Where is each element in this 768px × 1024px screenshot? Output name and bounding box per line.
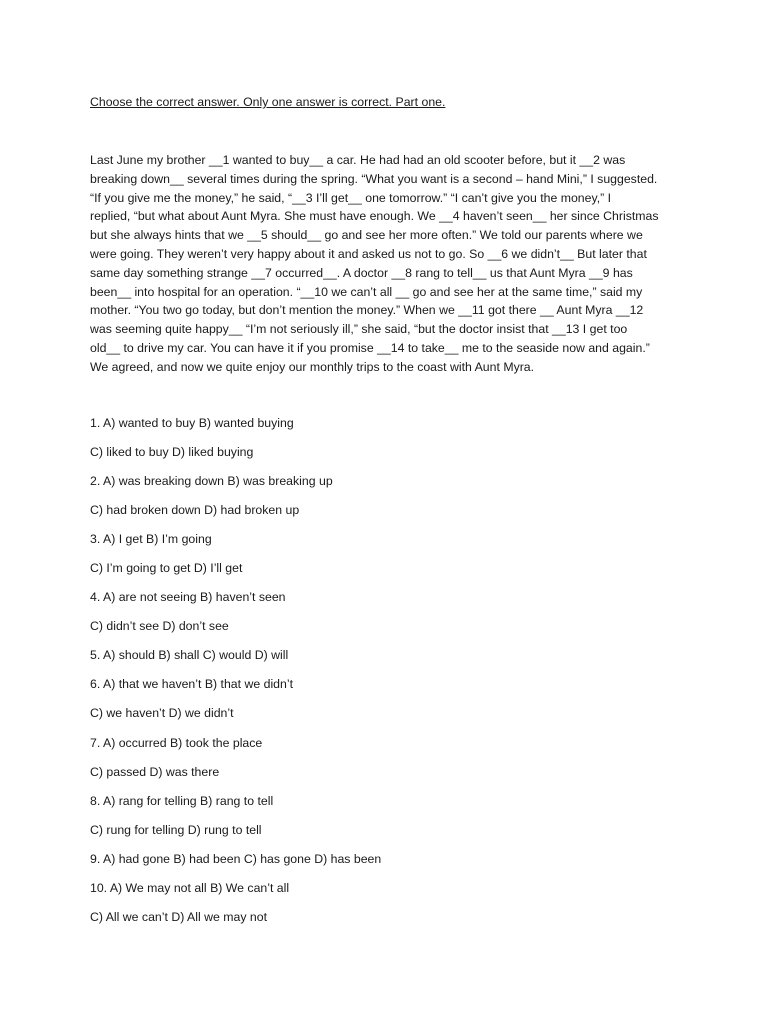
option-line: 9. A) had gone B) had been C) has gone D) has been xyxy=(90,851,382,866)
passage-line: We agreed, and now we quite enjoy our monthly trips to the coast with Aunt Myra. xyxy=(90,359,535,374)
option-line: 3. A) I get B) I’m going xyxy=(90,532,212,547)
passage-line: but she always hints that we __5 should__ go and see her more often.” We told our parents where we xyxy=(90,228,643,243)
passage-line: Last June my brother __1 wanted to buy__ a car. He had had an old scooter before, but it __2 was xyxy=(90,153,626,167)
passage-line: “If you give me the money,” he said, “__3 I’ll get__ one tomorrow.” “I can’t give you the money,” I xyxy=(90,190,612,205)
option-line: C) didn’t see D) don’t see xyxy=(90,619,229,634)
document-heading: Choose the correct answer. Only one answer is correct. Part one. xyxy=(90,95,446,109)
option-line: C) rung for telling D) rung to tell xyxy=(90,822,262,837)
option-line: C) liked to buy D) liked buying xyxy=(90,445,254,460)
option-line: C) we haven’t D) we didn’t xyxy=(90,706,234,721)
passage-line: breaking down__ several times during the spring. “What you want is a second – hand Mini,” I suggested. xyxy=(90,171,658,186)
option-line: 8. A) rang for telling B) rang to tell xyxy=(90,793,274,808)
passage-text xyxy=(90,151,690,377)
passage-line: were going. They weren’t very happy about it and asked us not to go. So __6 we didn’t__ But later that xyxy=(90,246,647,261)
passage-line: mother. “You two go today, but don’t mention the money.” When we __11 got there __ Aunt Myra __12 xyxy=(90,303,644,318)
passage-line: replied, “but what about Aunt Myra. She must have enough. We __4 haven’t seen__ her since Christmas xyxy=(90,209,659,224)
option-line: C) had broken down D) had broken up xyxy=(90,503,300,518)
option-line: C) All we can’t D) All we may not xyxy=(90,909,267,924)
passage-line: was seeming quite happy__ “I’m not seriously ill,” she said, “but the doctor insist that __13 I get too xyxy=(90,322,628,337)
option-line: 5. A) should B) shall C) would D) will xyxy=(90,648,289,663)
option-line: C) I’m going to get D) I’ll get xyxy=(90,561,243,576)
option-line: 1. A) wanted to buy B) wanted buying xyxy=(90,416,294,430)
option-line: 10. A) We may not all B) We can’t all xyxy=(90,880,290,895)
passage-line: old__ to drive my car. You can have it if you promise __14 to take__ me to the seaside now and again.” xyxy=(90,340,650,355)
option-line: 6. A) that we haven’t B) that we didn’t xyxy=(90,677,294,692)
option-line: C) passed D) was there xyxy=(90,764,220,779)
option-line: 4. A) are not seeing B) haven’t seen xyxy=(90,590,286,605)
answer-options-list xyxy=(90,415,690,938)
option-line: 2. A) was breaking down B) was breaking up xyxy=(90,474,333,489)
passage-line: same day something strange __7 occurred__. A doctor __8 rang to tell__ us that Aunt Myra __9 has xyxy=(90,265,633,280)
passage-line: been__ into hospital for an operation. “__10 we can’t all __ go and see her at the same time,” said my xyxy=(90,284,643,299)
option-line: 7. A) occurred B) took the place xyxy=(90,735,263,750)
